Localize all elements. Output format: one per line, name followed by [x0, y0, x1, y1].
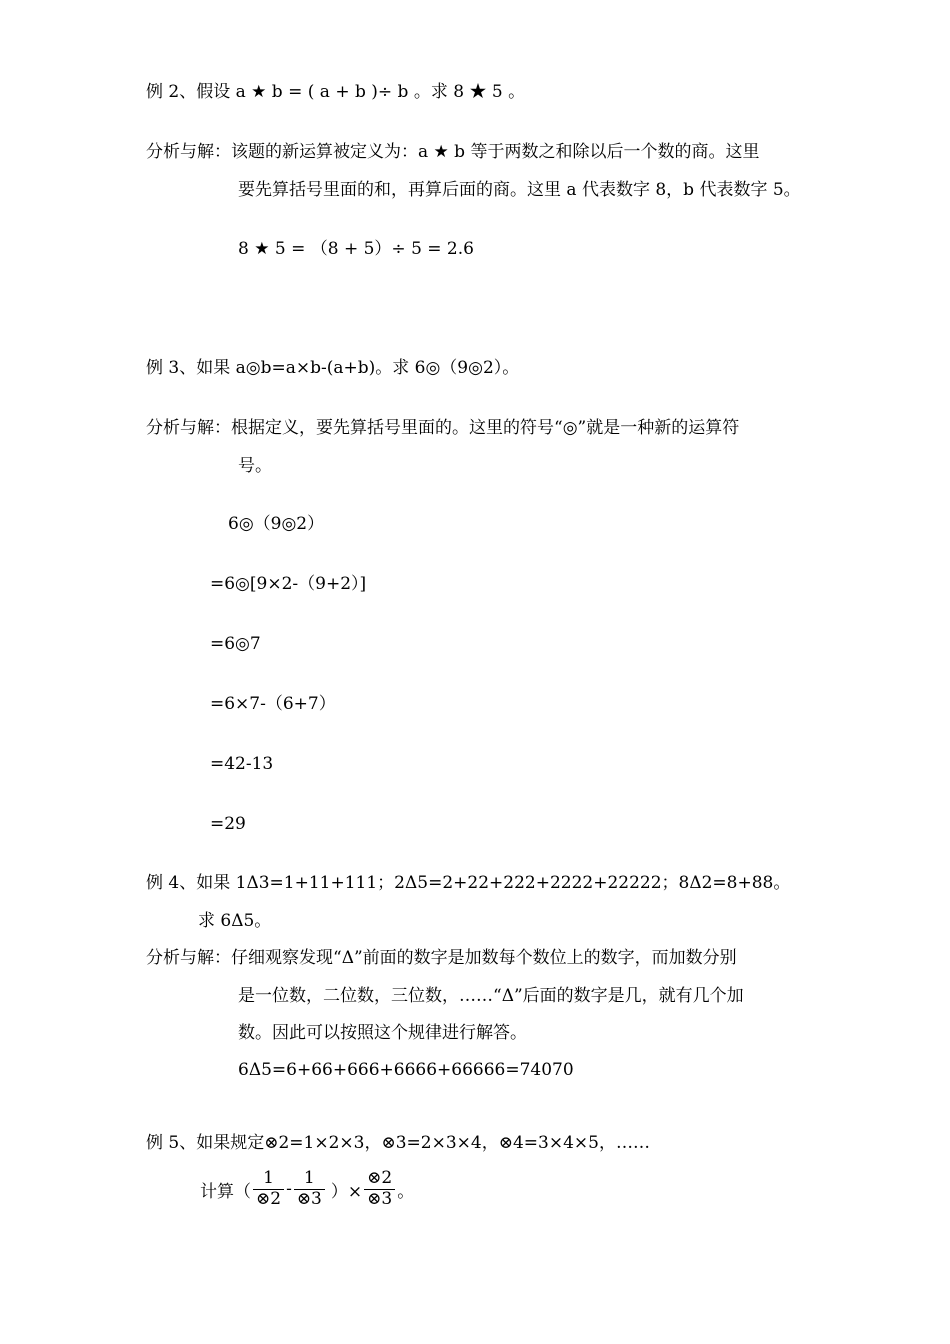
- fraction-2: [294, 1169, 325, 1209]
- example-5-question: 例 5、如果规定⊗2=1×2×3，⊗3=2×3×4，⊗4=3×4×5，……: [146, 1133, 650, 1153]
- fraction-3-numerator: ⊗2: [364, 1169, 395, 1190]
- example-4-analysis-line-2: 是一位数，二位数，三位数，……“Δ”后面的数字是几，就有几个加: [238, 986, 744, 1006]
- example-4-analysis-line-1: 分析与解：仔细观察发现“Δ”前面的数字是加数每个数位上的数字，而加数分别: [146, 948, 737, 968]
- example-3-step: =6×7-（6+7）: [210, 694, 336, 714]
- fraction-2-denominator: ⊗3: [296, 1188, 322, 1209]
- example-4-calculation: 6Δ5=6+66+666+6666+66666=74070: [238, 1060, 574, 1080]
- example-3-analysis-line-1: 分析与解：根据定义，要先算括号里面的。这里的符号“◎”就是一种新的运算符: [146, 418, 740, 438]
- fraction-1: [253, 1169, 284, 1209]
- fraction-3-denominator: ⊗3: [367, 1188, 393, 1209]
- fraction-1-numerator: 1: [253, 1169, 284, 1190]
- fraction-3: [364, 1169, 395, 1209]
- example-2-analysis-line-1: 分析与解：该题的新运算被定义为：a ★ b 等于两数之和除以后一个数的商。这里: [146, 142, 760, 162]
- period: 。: [397, 1181, 415, 1202]
- close-paren-times: ）×: [330, 1181, 363, 1202]
- minus-sign: -: [286, 1179, 292, 1199]
- example-4-analysis-line-3: 数。因此可以按照这个规律进行解答。: [238, 1023, 527, 1043]
- example-3-step: =42-13: [210, 754, 274, 774]
- example-5-calculation: [200, 1164, 414, 1214]
- example-3-step: =29: [210, 814, 246, 834]
- fraction-2-numerator: 1: [294, 1169, 325, 1190]
- example-3-analysis-line-2: 号。: [238, 456, 272, 476]
- example-3-question: 例 3、如果 a◎b=a×b-(a+b)。求 6◎（9◎2）。: [146, 358, 520, 378]
- example-4-question-line-2: 求 6Δ5。: [198, 911, 272, 931]
- example-3-step: =6◎7: [210, 634, 261, 654]
- example-4-question-line-1: 例 4、如果 1Δ3=1+11+111；2Δ5=2+22+222+2222+22222；8Δ2=8+88。: [146, 873, 791, 893]
- example-2-analysis-line-2: 要先算括号里面的和，再算后面的商。这里 a 代表数字 8，b 代表数字 5。: [238, 180, 801, 200]
- example-3-step: =6◎[9×2-（9+2）]: [210, 574, 367, 594]
- example-3-step: 6◎（9◎2）: [228, 514, 325, 534]
- example-2-calculation: 8 ★ 5 = （8 + 5）÷ 5 = 2.6: [238, 239, 474, 259]
- calc-prefix: 计算（: [200, 1181, 251, 1202]
- fraction-1-denominator: ⊗2: [256, 1188, 282, 1209]
- example-2-question: 例 2、假设 a ★ b = ( a + b )÷ b 。求 8 ★ 5 。: [146, 82, 526, 102]
